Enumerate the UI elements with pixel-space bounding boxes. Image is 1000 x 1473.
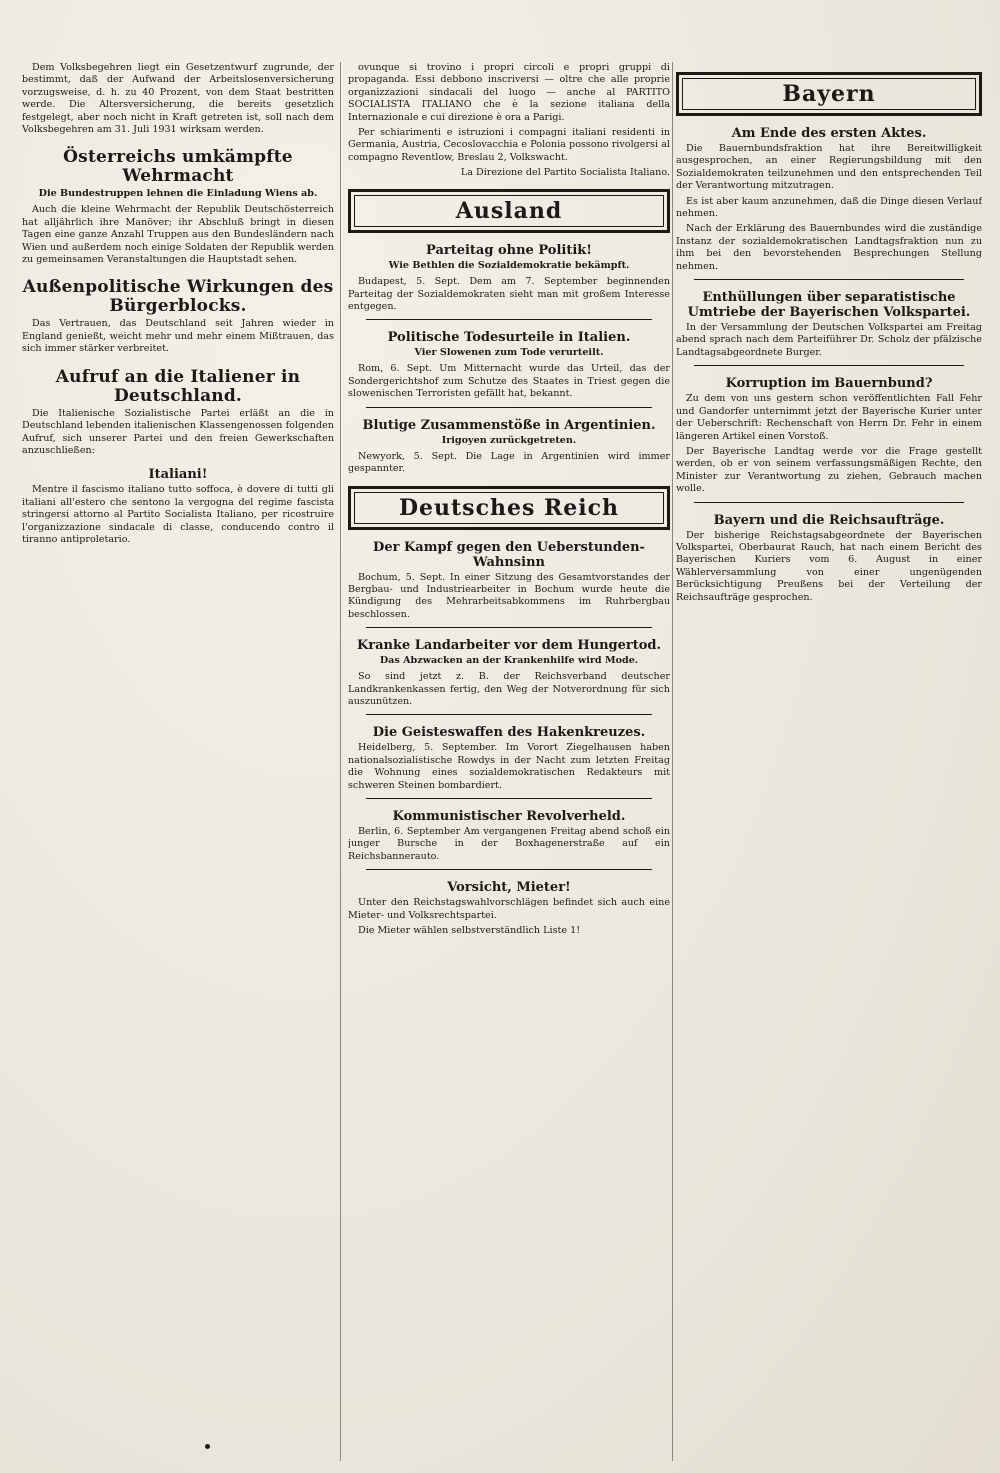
- article-body: Budapest, 5. Sept. Dem am 7. September beginnenden Parteitag der Sozialdemokraten sieht man mit großem Interesse entgegen.: [348, 276, 670, 313]
- article-subtitle: Vier Slowenen zum Tode verurteilt.: [414, 347, 604, 359]
- signature: La Direzione del Partito Socialista Italiano.: [460, 167, 670, 179]
- middle-column: [348, 62, 670, 1461]
- right-column: [676, 62, 982, 1461]
- article-subtitle: Das Abzwacken an der Krankenhilfe wird Mode.: [379, 655, 639, 667]
- article-title-landarbeiter: Kranke Landarbeiter vor dem Hungertod.: [356, 638, 662, 654]
- article-body: Berlin, 6. September Am vergangenen Freitag abend schoß ein junger Bursche in der Boxhagenerstraße auf ein Reichsbannerauto.: [348, 825, 670, 862]
- italiani-salutation: Italiani!: [148, 467, 208, 483]
- article-body: Der bisherige Reichstagsabgeordnete der Bayerischen Volkspartei, Oberbaurat Rauch, hat nach einem Bericht des Bayerischen Kuriers vom 6. August in einer Wählerversammlung von einer ungenügenden Berücksichtigung Preußens bei der Verteilung der Reichsaufträge gesprochen.: [676, 529, 982, 603]
- separator: [694, 365, 964, 366]
- article-title-argentinien: Blutige Zusammenstöße in Argentinien.: [362, 417, 656, 433]
- ink-speck: [205, 1444, 210, 1449]
- article-body: Auch die kleine Wehrmacht der Republik Deutschösterreich hat alljährlich ihre Manöver; ihr Abschluß bringt in diesen Tagen eine ganze Anzahl Truppen aus den Bundesländern nach Wien und außerdem noch einige Soldaten der Republik werden zu gemeinsamen Veranstaltungen die Hauptstadt sehen.: [22, 204, 334, 266]
- article-body: Das Vertrauen, das Deutschland seit Jahren wieder in England genießt, weicht mehr und mehr einem Mißtrauen, das sich immer stärker verbreitet.: [22, 318, 334, 355]
- article-subtitle: Wie Bethlen die Sozialdemokratie bekämpft.: [388, 260, 630, 272]
- article-title-oesterreich: Österreichs umkämpfte Wehrmacht: [63, 147, 293, 187]
- article-subtitle-oesterreich: Die Bundestruppen lehnen die Einladung Wiens ab.: [38, 188, 318, 200]
- article-body: Per schiarimenti e istruzioni i compagni italiani residenti in Germania, Austria, Cecoslovacchia e Polonia possono rivolgersi al compagno Reventlow, Breslau 2, Volkswacht.: [348, 127, 670, 163]
- article-closing-line: Die Mieter wählen selbstverständlich Liste 1!: [358, 925, 581, 936]
- article-body: Die Italienische Sozialistische Partei erläßt an die in Deutschland lebenden italienischen Klassengenossen folgenden Aufruf, sich unserer Partei und den freien Gewerkschaften anzuschließen:: [22, 407, 334, 456]
- article-body: ovunque si trovino i propri circoli e propri gruppi di propaganda. Essi debbono inscriversi — oltre che alle proprie organizzazioni sindacali del luogo — anche al PARTITO SOCIALISTA ITALIANO che è la sezione italiana della Internazionale e cui direzione è ora a Parigi.: [348, 62, 670, 123]
- separator: [366, 714, 652, 715]
- left-column: [22, 62, 334, 1461]
- article-title-reichsauftraege: Bayern und die Reichsaufträge.: [713, 512, 945, 528]
- article-body: Rom, 6. Sept. Um Mitternacht wurde das Urteil, das der Sondergerichtshof zum Schutze des Staates in Triest gegen die slowenischen Terroristen gefällt hat, bekannt.: [348, 363, 670, 400]
- section-banner-ausland: [348, 189, 670, 233]
- article-body: In der Versammlung der Deutschen Volkspartei am Freitag abend sprach nach dem Parteiführer Dr. Scholz der pfälzische Landtagsabgeordnete Burger.: [676, 322, 982, 358]
- column-divider: [340, 62, 341, 1461]
- section-title: Deutsches Reich: [354, 492, 664, 524]
- section-banner-bayern: [676, 72, 982, 116]
- article-body: Bochum, 5. Sept. In einer Sitzung des Gesamtvorstandes der Bergbau- und Industriearbeiter in Bochum wurde heute die Kündigung des Mehrarbeitsabkommens im Ruhrbergbau beschlossen.: [348, 571, 670, 620]
- article-body: Unter den Reichstagswahlvorschlägen befindet sich auch eine Mieter- und Volksrechtspartei.: [348, 897, 670, 921]
- article-body: Der Bayerische Landtag werde vor die Frage gestellt werden, ob er von seinem verfassungsmäßigen Rechte, den Minister zur Verantwortung zu ziehen, Gebrauch machen wolle.: [676, 445, 982, 495]
- article-title-ende-akt: Am Ende des ersten Aktes.: [731, 126, 927, 141]
- article-title-parteitag: Parteitag ohne Politik!: [426, 243, 592, 259]
- separator: [366, 407, 652, 408]
- section-title: Bayern: [682, 78, 976, 110]
- section-banner-deutsches-reich: [348, 486, 670, 530]
- article-body: Nach der Erklärung des Bauernbundes wird die zuständige Instanz der sozialdemokratischen Landtagsfraktion nun zu ihm bei den bevorstehenden Besprechungen Stellung nehmen.: [676, 223, 982, 272]
- article-body: Die Bauernbundsfraktion hat ihre Bereitwilligkeit ausgesprochen, an einer Regierungsbildung mit den Sozialdemokraten teilzunehmen und den entsprechenden Teil der Verantwortung mitzutragen.: [676, 143, 982, 192]
- article-body: Zu dem von uns gestern schon veröffentlichten Fall Fehr und Gandorfer unternimmt jetzt der Bayerische Kurier unter der Ueberschrift: Rechenschaft von Herrn Dr. Fehr in einem längeren Artikel einen Vorstoß.: [676, 393, 982, 442]
- article-title-hakenkreuz: Die Geisteswaffen des Hakenkreuzes.: [372, 725, 646, 741]
- article-title-vorsicht-mieter: Vorsicht, Mieter!: [447, 880, 571, 896]
- separator: [366, 869, 652, 870]
- article-body: Es ist aber kaum anzunehmen, daß die Dinge diesen Verlauf nehmen.: [676, 195, 982, 220]
- article-body: Newyork, 5. Sept. Die Lage in Argentinien wird immer gespannter.: [348, 450, 670, 475]
- article-title-korruption: Korruption im Bauernbund?: [725, 376, 933, 392]
- section-title: Ausland: [354, 195, 664, 227]
- separator: [366, 798, 652, 799]
- article-title-aussenpolitik: Außenpolitische Wirkungen des Bürgerblocks.: [22, 277, 334, 317]
- separator: [366, 319, 652, 320]
- column-divider: [672, 62, 673, 1461]
- article-body: So sind jetzt z. B. der Reichsverband deutscher Landkrankenkassen fertig, den Weg der Notverordnung für sich auszunützen.: [348, 671, 670, 707]
- intro-paragraph: Dem Volksbegehren liegt ein Gesetzentwurf zugrunde, der bestimmt, daß der Aufwand der Arbeitslosenversicherung vorzugsweise, d. h. zu 40 Prozent, von dem Staat bestritten werde. Die Altersversicherung, die bereits gesetzlich festgelegt, aber noch nicht in Kraft getreten ist, soll nach dem Volksbegehren am 31. Juli 1931 wirksam werden.: [22, 62, 334, 136]
- article-title-enthuellungen: Enthüllungen über separatistische Umtriebe der Bayerischen Volkspartei.: [687, 290, 971, 321]
- article-title-revolverheld: Kommunistischer Revolverheld.: [392, 808, 626, 824]
- separator: [366, 627, 652, 628]
- article-title-aufruf-italiener: Aufruf an die Italiener in Deutschland.: [55, 366, 301, 406]
- separator: [694, 279, 964, 280]
- article-title-todesurteile: Politische Todesurteile in Italien.: [387, 330, 631, 346]
- article-title-ueberstunden: Der Kampf gegen den Ueberstunden-Wahnsinn: [373, 539, 645, 570]
- article-body: Heidelberg, 5. September. Im Vorort Ziegelhausen haben nationalsozialistische Rowdys in der Nacht zum letzten Freitag die Wohnung eines sozialdemokratischen Redakteurs mit schweren Steinen bombardiert.: [348, 742, 670, 791]
- article-body: Mentre il fascismo italiano tutto soffoca, è dovere di tutti gli italiani all'estero che sentono la vergogna del regime fascista stringersi attorno al Partito Socialista Italiano, per ricostruire l'organizzazione sindacale di classe, conducendo contro il tiranno antiproletario.: [22, 484, 334, 545]
- separator: [694, 502, 964, 503]
- article-subtitle: Irigoyen zurückgetreten.: [441, 434, 577, 446]
